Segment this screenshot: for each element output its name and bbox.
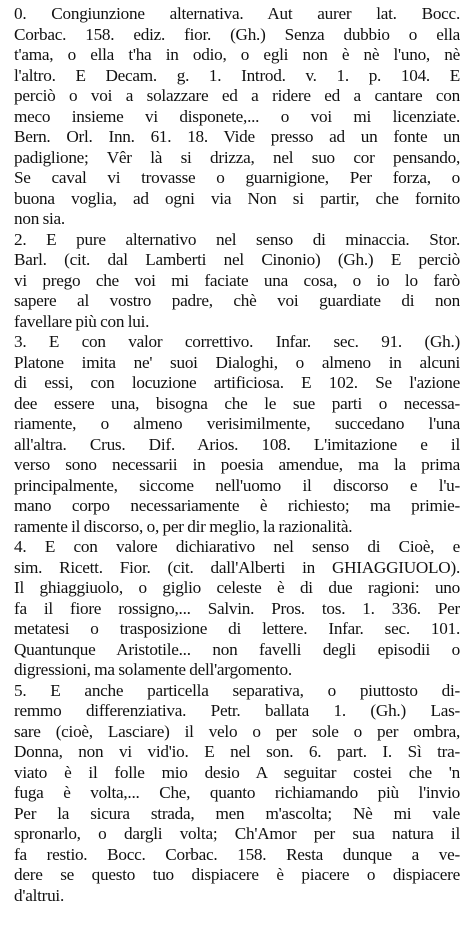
text-line: Barl. (cit. dal Lamberti nel Cinonio) (Gh.) E perciò [14, 250, 460, 269]
text-line: Platone imita ne' suoi Dialoghi, o almeno in alcuni [14, 352, 460, 372]
text-line: 5. E anche particella separativa, o piuttosto di- [14, 680, 460, 700]
text-line: d'altrui. [14, 885, 65, 905]
text-line: fa restio. Bocc. Corbac. 158. Resta dunque a ve- [14, 844, 460, 864]
text-line: buona voglia, ad ogni via Non si partir, che fornito [14, 188, 460, 208]
text-line: digressioni, ma solamente dell'argomento. [14, 660, 292, 679]
text-line: all'altra. Crus. Dif. Arios. 108. L'imitazione e il [14, 434, 460, 454]
entry-0 [14, 4, 460, 230]
text-line: sim. Ricett. Fior. (cit. dall'Alberti in GHIAGGIUOLO). [14, 557, 460, 577]
text-line: verso sono necessarii in poesia amendue, ma la prima [14, 455, 460, 474]
text-line: 3. E con valor correttivo. Infar. sec. 91. (Gh.) [14, 332, 460, 351]
text-line: vi prego che voi mi faciate una cosa, o io lo farò [14, 270, 460, 290]
text-line: Donna, non vi vid'io. E nel son. 6. part. I. Sì tra- [14, 742, 460, 761]
text-line: l'altro. E Decam. g. 1. Introd. v. 1. p. 104. E [14, 65, 460, 85]
text-line: sare (cioè, Lasciare) il velo o per sole o per ombra, [14, 721, 460, 741]
text-line: fuga è volta,... Che, quanto richiamando più l'invio [14, 783, 460, 802]
text-line: dere se questo tuo dispiacere è piacere o dispiacere [14, 865, 460, 884]
text-line: mano corpo necessariamente è richiesto; ma primie- [14, 496, 460, 515]
text-line: sapere al vostro padre, chè voi guardiate di non [14, 291, 460, 310]
text-line: fa il fiore rossigno,... Salvin. Pros. tos. 1. 336. Per [14, 598, 460, 618]
text-line: t'ama, o ella t'ha in odio, o egli non è nè l'uno, nè [14, 45, 460, 64]
text-line: 0. Congiunzione alternativa. Aut aurer lat. Bocc. [14, 4, 460, 23]
text-line: 4. E con valore dichiarativo nel senso di Cioè, e [14, 537, 460, 556]
text-line: principalmente, siccome nell'uomo il discorso e l'u- [14, 475, 460, 495]
text-line: perciò o voi a solazzare ed a ridere ed a cantare con [14, 86, 460, 105]
text-line: viato è il folle mio desio A seguitar costei che 'n [14, 762, 460, 782]
text-line: Corbac. 158. ediz. fior. (Gh.) Senza dubbio o ella [14, 24, 460, 44]
text-line: meco insieme vi disponete,... o voi mi licenziate. [14, 106, 460, 126]
text-line: padiglione; Vêr là si drizza, nel suo cor pensando, [14, 147, 460, 167]
text-line: remmo differenziativa. Petr. ballata 1. (Gh.) Las- [14, 701, 460, 720]
entry-2 [14, 230, 460, 333]
text-line: ramente il discorso, o, per dir meglio, la razionalità. [14, 516, 353, 536]
text-line: metatesi o trasposizione di lettere. Infar. sec. 101. [14, 619, 460, 638]
text-line: Quantunque Aristotile... non favelli degli episodii o [14, 639, 460, 659]
entry-3 [14, 332, 460, 537]
text-line: 2. E pure alternativo nel senso di minaccia. Stor. [14, 229, 460, 249]
text-line: spronarlo, o dargli volta; Ch'Amor per sua natura il [14, 824, 460, 843]
text-line: Per la sicura strada, men m'ascolta; Nè mi vale [14, 803, 460, 823]
text-line: dee essere una, bisogna che le sue parti o necessa- [14, 393, 460, 413]
entry-4 [14, 537, 460, 681]
text-line: favellare più con lui. [14, 311, 150, 331]
text-line: di essi, con locuzione artificiosa. E 102. Se l'azione [14, 373, 460, 392]
text-line: non sia. [14, 209, 65, 228]
text-line: Se caval vi trovasse o guarnigione, Per forza, o [14, 168, 460, 187]
text-line: Il ghiaggiuolo, o giglio celeste è di due ragioni: uno [14, 578, 460, 597]
entry-5 [14, 681, 460, 907]
text-line: riamente, o almeno verisimilmente, succedano l'una [14, 414, 460, 433]
text-line: Bern. Orl. Inn. 61. 18. Vide presso ad un fonte un [14, 127, 460, 146]
